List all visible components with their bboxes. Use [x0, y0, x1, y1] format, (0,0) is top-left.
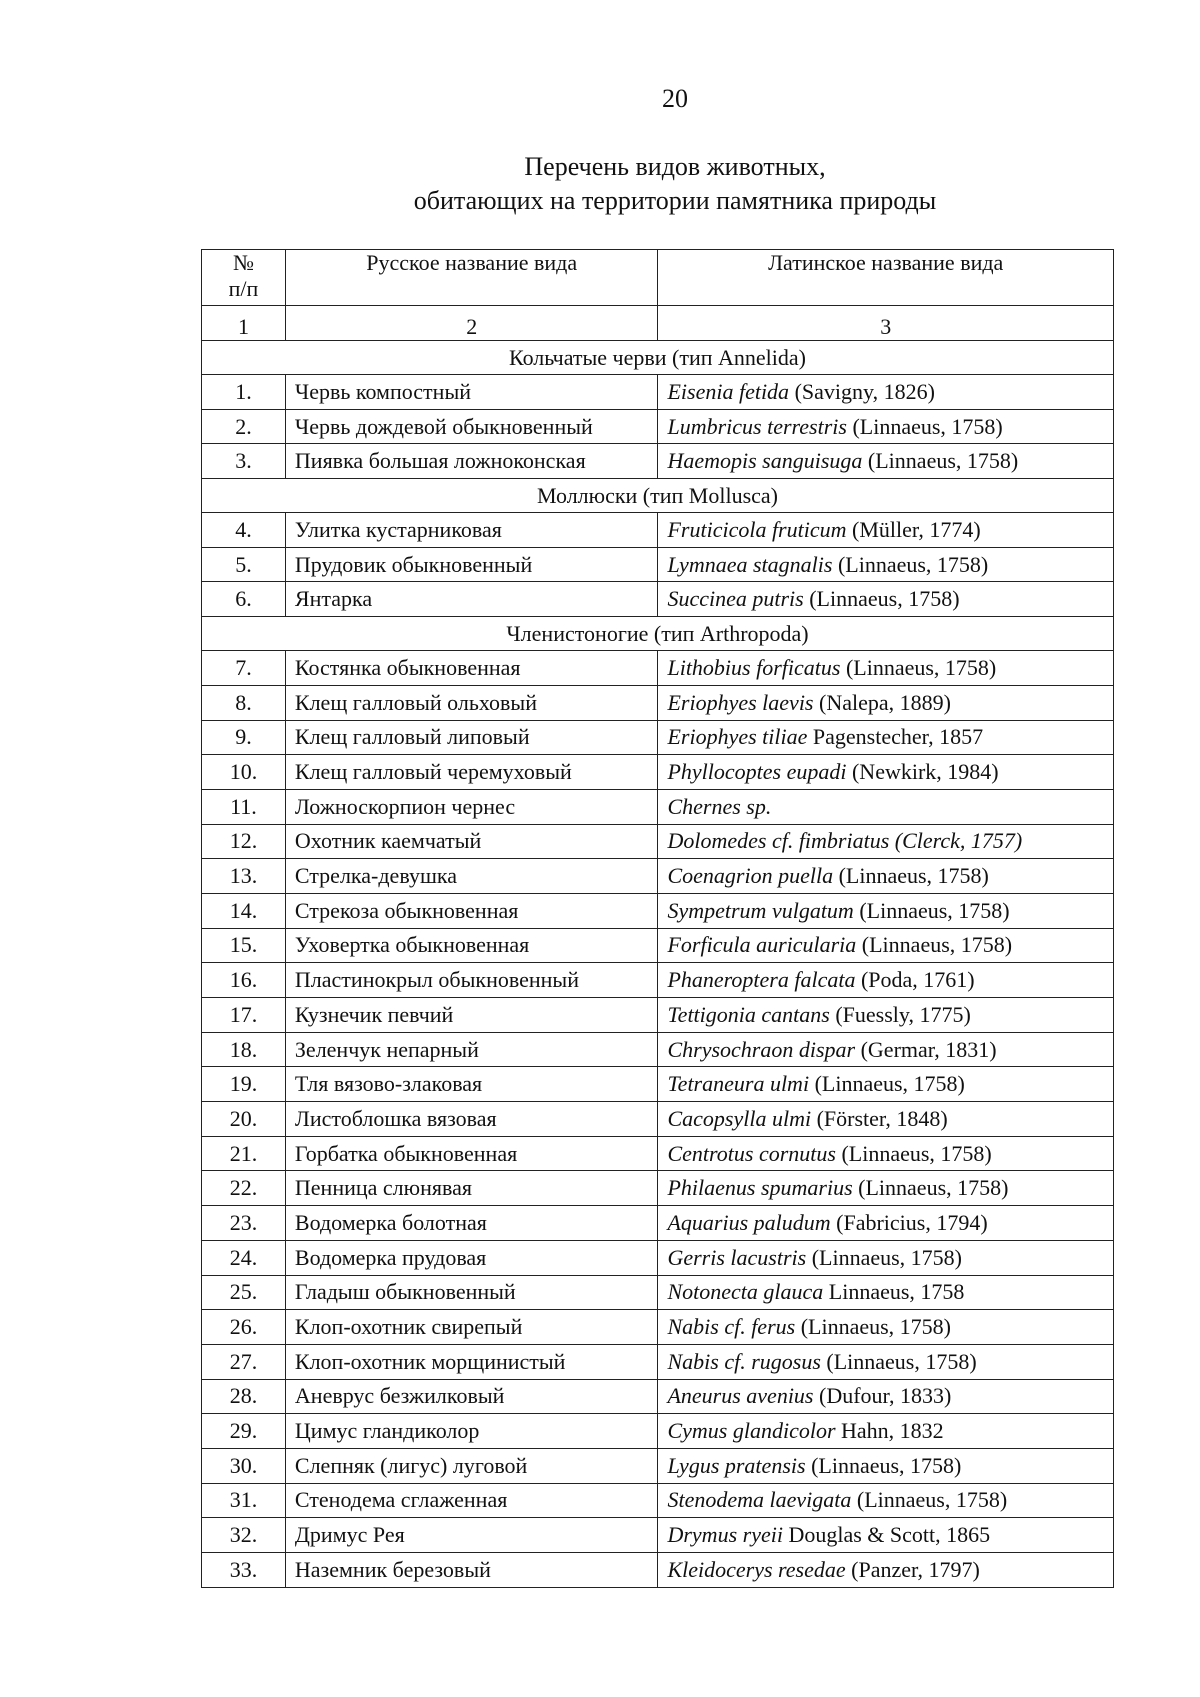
russian-name: Стенодема сглаженная [285, 1483, 658, 1518]
table-row [202, 998, 1114, 1033]
title-line-1: Перечень видов животных, [524, 152, 826, 181]
row-number: 31. [202, 1483, 286, 1518]
table-row [202, 720, 1114, 755]
latin-name-cell [658, 685, 1114, 720]
section-label: Моллюски (тип Mollusca) [202, 479, 1114, 513]
table-row [202, 893, 1114, 928]
table-row [202, 1102, 1114, 1137]
russian-name: Янтарка [285, 582, 658, 617]
species-authority: (Linnaeus, 1758) [795, 1314, 951, 1340]
row-number: 22. [202, 1171, 286, 1206]
column-number-row [202, 306, 1114, 341]
russian-name: Костянка обыкновенная [285, 651, 658, 686]
table-row [202, 1553, 1114, 1588]
section-row [202, 617, 1114, 651]
latin-name-cell [658, 375, 1114, 410]
table-row [202, 375, 1114, 410]
latin-name: Aneurus avenius [667, 1383, 814, 1409]
species-authority: (Linnaeus, 1758) [806, 1244, 963, 1270]
table-row [202, 963, 1114, 998]
species-authority: (Linnaeus, 1758) [835, 1140, 992, 1166]
latin-name-cell [658, 1518, 1114, 1553]
latin-name: Philaenus spumarius [667, 1175, 853, 1201]
russian-name: Червь компостный [285, 375, 658, 410]
latin-name-cell [658, 651, 1114, 686]
species-authority: (Linnaeus, 1758) [852, 1175, 1009, 1201]
table-row [202, 1310, 1114, 1345]
latin-name: Succinea putris [667, 586, 804, 612]
latin-name-cell [658, 1275, 1114, 1310]
section-row [202, 479, 1114, 513]
row-number: 10. [202, 755, 286, 790]
row-number: 27. [202, 1344, 286, 1379]
latin-name: Aquarius paludum [667, 1209, 831, 1235]
row-number: 30. [202, 1448, 286, 1483]
table-row [202, 582, 1114, 617]
row-number: 16. [202, 963, 286, 998]
column-number: 3 [658, 306, 1114, 341]
row-number: 23. [202, 1206, 286, 1241]
table-row [202, 1067, 1114, 1102]
russian-name: Клещ галловый черемуховый [285, 755, 658, 790]
latin-name: Lygus pratensis [667, 1452, 806, 1478]
latin-name-cell [658, 582, 1114, 617]
russian-name: Кузнечик певчий [285, 998, 658, 1033]
row-number: 21. [202, 1136, 286, 1171]
species-authority: (Savigny, 1826) [789, 378, 935, 404]
row-number: 12. [202, 824, 286, 859]
species-authority: (Linnaeus, 1758) [833, 863, 989, 889]
latin-name: Nabis cf. rugosus [667, 1348, 821, 1374]
page-number: 20 [662, 84, 688, 113]
latin-name-cell [658, 1067, 1114, 1102]
latin-name: Eisenia fetida [667, 378, 790, 404]
latin-name: Eriophyes laevis [667, 689, 814, 715]
header-number-line-2: п/п [228, 276, 259, 301]
row-number: 7. [202, 651, 286, 686]
species-authority: (Nalepa, 1889) [813, 689, 951, 715]
table-row [202, 1379, 1114, 1414]
latin-name: Phyllocoptes eupadi [667, 759, 847, 785]
latin-name-cell [658, 1206, 1114, 1241]
species-authority: Linnaeus, 1758 [823, 1279, 965, 1305]
latin-name: Fruticicola fruticum [667, 516, 847, 542]
russian-name: Уховертка обыкновенная [285, 928, 658, 963]
species-authority: (Linnaeus, 1758) [803, 586, 960, 612]
row-number: 14. [202, 893, 286, 928]
species-authority: (Fuessly, 1775) [829, 1001, 971, 1027]
table-row [202, 1344, 1114, 1379]
row-number: 15. [202, 928, 286, 963]
row-number: 18. [202, 1032, 286, 1067]
latin-name-cell [658, 928, 1114, 963]
species-authority: (Linnaeus, 1758) [805, 1452, 962, 1478]
latin-name: Gerris lacustris [667, 1244, 807, 1270]
row-number: 6. [202, 582, 286, 617]
russian-name: Водомерка болотная [285, 1206, 658, 1241]
table-row [202, 513, 1114, 548]
latin-name-cell [658, 963, 1114, 998]
table-row [202, 1483, 1114, 1518]
species-authority: Pagenstecher, 1857 [807, 724, 984, 750]
row-number: 9. [202, 720, 286, 755]
species-authority: (Linnaeus, 1758) [832, 551, 989, 577]
species-authority: (Linnaeus, 1758) [853, 897, 1010, 923]
russian-name: Тля вязово-злаковая [285, 1067, 658, 1102]
table-header-row [202, 250, 1114, 306]
russian-name: Пиявка большая ложноконская [285, 444, 658, 479]
species-authority: (Newkirk, 1984) [846, 759, 999, 785]
column-number: 2 [285, 306, 658, 341]
row-number: 3. [202, 444, 286, 479]
latin-name-cell [658, 1032, 1114, 1067]
table-row [202, 859, 1114, 894]
table-row [202, 409, 1114, 444]
latin-name-cell [658, 1448, 1114, 1483]
russian-name: Цимус гландиколор [285, 1414, 658, 1449]
latin-name-cell [658, 1553, 1114, 1588]
species-table [201, 249, 1114, 1588]
latin-name: Lymnaea stagnalis [667, 551, 833, 577]
table-row [202, 1240, 1114, 1275]
russian-name: Листоблошка вязовая [285, 1102, 658, 1137]
species-table-body [202, 306, 1114, 1588]
russian-name: Клоп-охотник морщинистый [285, 1344, 658, 1379]
latin-name-cell [658, 444, 1114, 479]
latin-name: Chernes sp. [667, 793, 772, 819]
russian-name: Охотник каемчатый [285, 824, 658, 859]
russian-name: Улитка кустарниковая [285, 513, 658, 548]
table-row [202, 1448, 1114, 1483]
table-row [202, 1414, 1114, 1449]
row-number: 24. [202, 1240, 286, 1275]
header-russian-name: Русское название вида [285, 250, 658, 306]
latin-name: Drymus ryeii [667, 1522, 783, 1548]
table-row [202, 1206, 1114, 1241]
latin-name: Cacopsylla ulmi [667, 1105, 812, 1131]
russian-name: Водомерка прудовая [285, 1240, 658, 1275]
latin-name: Tettigonia cantans [667, 1001, 830, 1027]
russian-name: Клещ галловый ольховый [285, 685, 658, 720]
latin-name-cell [658, 1240, 1114, 1275]
species-authority: (Linnaeus, 1758) [846, 413, 1003, 439]
latin-name-cell [658, 547, 1114, 582]
row-number: 32. [202, 1518, 286, 1553]
species-authority: (Panzer, 1797) [845, 1556, 980, 1582]
row-number: 13. [202, 859, 286, 894]
latin-name-cell [658, 998, 1114, 1033]
row-number: 2. [202, 409, 286, 444]
species-authority: (Linnaeus, 1758) [840, 654, 997, 680]
species-authority: (Linnaeus, 1758) [809, 1071, 965, 1097]
russian-name: Стрелка-девушка [285, 859, 658, 894]
table-row [202, 1032, 1114, 1067]
header-number-line-1: № [232, 250, 254, 275]
latin-name-cell [658, 513, 1114, 548]
latin-name-cell [658, 1102, 1114, 1137]
latin-name-cell [658, 1171, 1114, 1206]
latin-name-cell [658, 1414, 1114, 1449]
latin-name: Sympetrum vulgatum [667, 897, 854, 923]
row-number: 4. [202, 513, 286, 548]
table-row [202, 755, 1114, 790]
latin-name: Dolomedes cf. fimbriatus (Clerck, 1757) [667, 828, 1023, 854]
column-number: 1 [202, 306, 286, 341]
row-number: 25. [202, 1275, 286, 1310]
russian-name: Пластинокрыл обыкновенный [285, 963, 658, 998]
row-number: 29. [202, 1414, 286, 1449]
latin-name: Tetraneura ulmi [667, 1071, 810, 1097]
species-authority: (Förster, 1848) [811, 1105, 948, 1131]
latin-name: Lithobius forficatus [667, 654, 841, 680]
russian-name: Наземник березовый [285, 1553, 658, 1588]
latin-name: Notonecta glauca [667, 1279, 824, 1305]
russian-name: Клещ галловый липовый [285, 720, 658, 755]
row-number: 19. [202, 1067, 286, 1102]
latin-name: Lumbricus terrestris [667, 413, 847, 439]
russian-name: Дримус Рея [285, 1518, 658, 1553]
latin-name: Kleidocerys resedae [667, 1556, 846, 1582]
species-authority: (Linnaeus, 1758) [856, 932, 1013, 958]
table-row [202, 1518, 1114, 1553]
russian-name: Гладыш обыкновенный [285, 1275, 658, 1310]
row-number: 26. [202, 1310, 286, 1345]
species-authority: Douglas & Scott, 1865 [782, 1522, 991, 1548]
latin-name: Stenodema laevigata [667, 1487, 852, 1513]
latin-name: Chrysochraon dispar [667, 1036, 856, 1062]
row-number: 20. [202, 1102, 286, 1137]
russian-name: Стрекоза обыкновенная [285, 893, 658, 928]
header-latin-name: Латинское название вида [658, 250, 1114, 306]
russian-name: Горбатка обыкновенная [285, 1136, 658, 1171]
table-row [202, 824, 1114, 859]
row-number: 1. [202, 375, 286, 410]
russian-name: Клоп-охотник свирепый [285, 1310, 658, 1345]
russian-name: Слепняк (лигус) луговой [285, 1448, 658, 1483]
row-number: 17. [202, 998, 286, 1033]
table-row [202, 1171, 1114, 1206]
latin-name-cell [658, 1136, 1114, 1171]
row-number: 11. [202, 789, 286, 824]
russian-name: Пенница слюнявая [285, 1171, 658, 1206]
latin-name-cell [658, 893, 1114, 928]
russian-name: Ложноскорпион чернес [285, 789, 658, 824]
document-title [0, 150, 1200, 218]
species-authority: (Linnaeus, 1758) [851, 1487, 1008, 1513]
section-label: Членистоногие (тип Arthropoda) [202, 617, 1114, 651]
russian-name: Прудовик обыкновенный [285, 547, 658, 582]
latin-name-cell [658, 859, 1114, 894]
table-row [202, 685, 1114, 720]
table-row [202, 444, 1114, 479]
latin-name: Centrotus cornutus [667, 1140, 836, 1166]
russian-name: Зеленчук непарный [285, 1032, 658, 1067]
latin-name-cell [658, 1310, 1114, 1345]
latin-name-cell [658, 789, 1114, 824]
russian-name: Аневрус безжилковый [285, 1379, 658, 1414]
table-row [202, 547, 1114, 582]
latin-name: Haemopis sanguisuga [667, 448, 863, 474]
title-line-2: обитающих на территории памятника природы [413, 186, 937, 215]
latin-name: Coenagrion puella [667, 863, 834, 889]
latin-name-cell [658, 1344, 1114, 1379]
latin-name: Nabis cf. ferus [667, 1314, 796, 1340]
row-number: 5. [202, 547, 286, 582]
table-row [202, 789, 1114, 824]
table-row [202, 928, 1114, 963]
latin-name: Cymus glandicolor [667, 1418, 836, 1444]
table-row [202, 651, 1114, 686]
latin-name-cell [658, 824, 1114, 859]
latin-name: Eriophyes tiliae [667, 724, 808, 750]
table-row [202, 1275, 1114, 1310]
latin-name-cell [658, 755, 1114, 790]
latin-name-cell [658, 1379, 1114, 1414]
species-authority: (Dufour, 1833) [813, 1383, 952, 1409]
species-authority: (Linnaeus, 1758) [862, 448, 1019, 474]
species-authority: (Müller, 1774) [846, 516, 981, 542]
row-number: 33. [202, 1553, 286, 1588]
latin-name-cell [658, 1483, 1114, 1518]
species-authority: (Fabricius, 1794) [830, 1209, 988, 1235]
row-number: 8. [202, 685, 286, 720]
table-row [202, 1136, 1114, 1171]
section-row [202, 341, 1114, 375]
russian-name: Червь дождевой обыкновенный [285, 409, 658, 444]
latin-name-cell [658, 720, 1114, 755]
row-number: 28. [202, 1379, 286, 1414]
species-authority: (Poda, 1761) [855, 967, 975, 993]
latin-name-cell [658, 409, 1114, 444]
species-authority: (Germar, 1831) [855, 1036, 997, 1062]
header-number [202, 250, 286, 306]
latin-name: Phaneroptera falcata [667, 967, 856, 993]
species-authority: (Linnaeus, 1758) [820, 1348, 977, 1374]
latin-name: Forficula auricularia [667, 932, 857, 958]
section-label: Кольчатые черви (тип Annelida) [202, 341, 1114, 375]
species-authority: Hahn, 1832 [835, 1418, 944, 1444]
